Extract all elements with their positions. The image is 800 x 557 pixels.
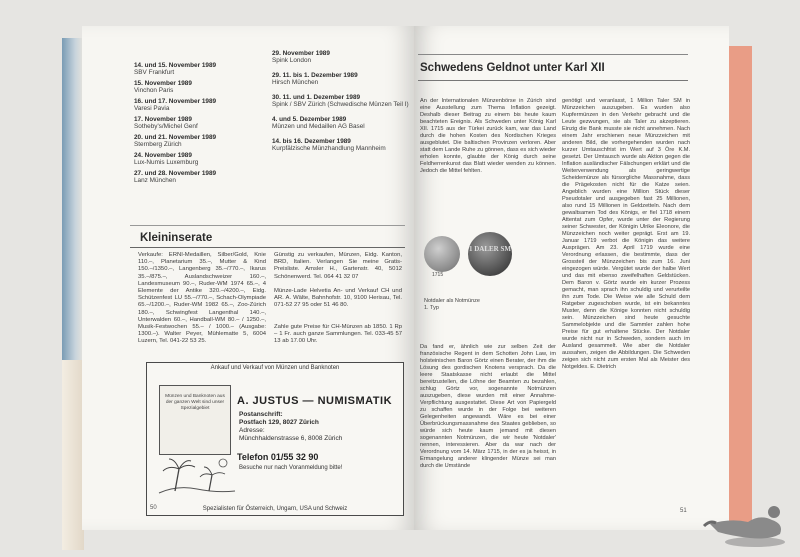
back-cover-edge-right xyxy=(726,46,752,532)
event-place: Vinchon Paris xyxy=(134,87,174,95)
classified-ad-helvetia: Münze-Lade Helvetia An- und Verkauf CH und AR. A. Wälte, Bahnhofstr. 10, 9100 Herisau, Tel. 071-52 27 95 oder 51 46 80. xyxy=(274,288,402,309)
ad-info-box xyxy=(159,385,231,455)
event-place: Münzen und Medaillen AG Basel xyxy=(272,123,365,131)
classified-ad-erni: Verkaufe: ERNI-Medaillen, Silber/Gold, Knie 110.–, Planetarium 35.–, Mutter & Kind 150.–/1350.–, Langenberg 35.–/770.–, Ikarus 35.–/875.–, Auslandschweizer 160.–, Landesmuseum 90.–, Ruder-WM 1974 65.–, 4 Elemente der Antike 320.–/4200.–, Eidg. Schützenfest LU 55.–/770.–, Schach-Olympiade 65.–/1200.–, Ruder-WM 1982 65.–, Zoo-Zürich 180.–, Schwingfest Langenthal 140.–, Unterwalden 60.–, Handball-WM 80.– / 1250.–, Musik-Festwochen 55.– / 1000.– (Ausgabe: 1300.–). Walter Peyer, Mühlematte 5, 6004 Luzern, Tel. 041-22 53 25. xyxy=(138,252,266,345)
ad-phone: Telefon 01/55 32 90 xyxy=(237,452,319,462)
auction-event xyxy=(272,116,365,131)
classified-ad-preise: Zahle gute Preise für CH-Münzen ab 1850. 1 Rp – 1 Fr. auch ganze Sammlungen. Tel. 033-45 57 13 ab 17.00 Uhr. xyxy=(274,324,402,345)
auction-event xyxy=(134,80,192,95)
auction-event xyxy=(134,116,198,131)
coin-crown-image xyxy=(424,236,460,272)
event-date: 20. und 21. November 1989 xyxy=(134,134,217,141)
divider xyxy=(418,54,688,55)
palm-landscape-illustration xyxy=(157,455,237,495)
event-place: Varesi Pavia xyxy=(134,105,170,113)
ad-address-block xyxy=(239,411,342,443)
article-body-col1: Da fand er, ähnlich wie zur selben Zeit der französische Regent in dem Schotten John Law, im holsteinischen Baron Görtz einen Berater, der ihm die Lösung des gordischen Knotens versprach. Da die leere Staatskasse nicht erlaubt die Mittel bereitzustellen, die Löhne der Beamten zu bezahlen, schlug Görtz vor, sogenannte Notmünzen auszugeben, diese wurden mit einer Annahme-Verpflichtung ausgestattet. Diese Art von Papiergeld zu schaffen wurde in der Folge bei weiteren Gelegenheiten angewandt. Wäre es bei einer Überbrückungsmassnahme des Staates geblieben, so würde sich heute kaum jemand mit diesen sogenannten Notmünzen, die wir heute 'Notdaler' nennen, interessieren. Aber da war nach der Verordnung vom 14. März 1715, in der es ja heisst, in Ermangelung anderer klingender Münze sei man durch die Umstände xyxy=(420,344,556,469)
event-date: 14. bis 16. Dezember 1989 xyxy=(272,138,351,145)
event-date: 16. und 17. November 1989 xyxy=(134,98,217,105)
event-date: 30. 11. und 1. Dezember 1989 xyxy=(272,94,361,101)
ad-specialists-line: Spezialisten für Österreich, Ungarn, USA und Schweiz xyxy=(202,506,348,512)
event-date: 14. und 15. November 1989 xyxy=(134,62,217,69)
auction-event xyxy=(272,138,386,153)
coin-year: 1715 xyxy=(432,272,444,278)
ad-appointment-note: Besuche nur nach Voranmeldung bitte! xyxy=(239,465,343,471)
ad-headline: Ankauf und Verkauf von Münzen und Banknoten xyxy=(210,365,340,371)
event-place: Spink / SBV Zürich (Schwedische Münzen Teil I) xyxy=(272,101,409,109)
article-body-col2: genötigt und veranlasst, 1 Million Taler SM in Münzzeichen auszugeben. Es wurden also Kupfermünzen in den Verkehr gebracht und die Leute gezwungen, sie als Taler zu akzeptieren. Einzig die Bank musste sie nicht annehmen. Nach einem Jahr erschienen neue Münzzeichen mit anderen Bild, die vorhergehenden wurden nach kurzer Umtauschfrist im Wert auf 3 Öre K.M. gesetzt. Der Umtausch wurde als Aktion gegen die Inflation ausländischer Fälschungen erklärt und die Weiterverwendung als geringwertige Scheidemünze als fürsorgliche Massnahme, dass die Prägekosten nicht für die Katze seien. Angeblich wurden eine Million Stück dieser Pseudotaler und ausgegeben fast 25 Millionen, also rund 15 Millionen in Geldzetteln. Nach dem gewaltsamen Tod des Königs, er fiel 1718 einem Attentat zum Opfer, wurde unter der Regierung seiner Schwester, der Königin Ulrike Eleonore, die Münzzeichen noch weiter geprägt. Erst am 19. Januar 1719 verbot die Königin das weitere Ausprägen. Am 23. April 1719 wurde eine Verordnung erlassen, die bestimmte, dass der Grossteil der Münzzeichen bis zum 16. Juni eingezogen würde. Vergütet wurde der halbe Wert und das mit ebenso zweifelhaften Geldstücken. Dem Baron v. Görtz wurde ein kurzer Prozess gemacht, man sprach ihn schuldig und verurteilte ihn zum Tode. Die Weise wie alle Schuld dem Ratgeber zugeschoben wurde, ist ein bekanntes Muster, denn die Könige konnten nicht schuldig sein. Münzzeichen sind heute gesuchte Sammelobjekte und die Sammler zahlen hohe Preise für gut erhaltene Stücke. Der Notdaler wurde nicht nur in Schweden, sondern auch im Ausland gesammelt. Wie aber die Notdaler aussahen, zeigen die Abbildungen. Die Schweden zeigen sich nicht zum ersten Mal als Meister des Notgeldes. E. Dietrich xyxy=(562,98,690,370)
auction-event xyxy=(272,72,358,87)
auction-event xyxy=(272,94,409,109)
kleininserate-heading: Kleininserate xyxy=(140,232,213,244)
ad-adresse-label: Adresse: xyxy=(239,427,265,434)
event-date: 24. November 1989 xyxy=(134,152,192,159)
event-date: 17. November 1989 xyxy=(134,116,192,123)
event-date: 4. und 5. Dezember 1989 xyxy=(272,116,347,123)
event-place: Spink London xyxy=(272,57,312,65)
ad-company-name: A. JUSTUS — NUMISMATIK xyxy=(237,395,393,407)
event-place: Hirsch München xyxy=(272,79,319,87)
coin-daler-image xyxy=(468,232,512,276)
ad-postfach: Postfach 129, 8027 Zürich xyxy=(239,419,319,426)
auction-event xyxy=(134,152,198,167)
justus-numismatik-ad xyxy=(146,362,404,516)
auction-event xyxy=(134,98,216,113)
event-place: SBV Frankfurt xyxy=(134,69,175,77)
event-date: 27. und 28. November 1989 xyxy=(134,170,217,177)
figurine-image xyxy=(700,490,795,550)
auction-event xyxy=(272,50,330,65)
ad-adresse: Münchhaldenstrasse 6, 8008 Zürich xyxy=(239,435,343,442)
divider xyxy=(130,225,405,226)
event-place: Lux-Numis Luxemburg xyxy=(134,159,199,167)
coin-daler-label: 1 DALER SM xyxy=(468,245,511,253)
page-number-right: 51 xyxy=(680,508,687,514)
article-title: Schwedens Geldnot unter Karl XII xyxy=(420,62,605,74)
classified-ad-amsler: Günstig zu verkaufen, Münzen, Eidg. Kanton, BRD, Italien. Verlangen Sie meine Gratis-Preisliste. Amsler H., Gartenstr. 40, 5012 Schönenwerd. Tel. 064 41 32 07 xyxy=(274,252,402,280)
event-place: Lanz München xyxy=(134,177,176,185)
event-place: Sternberg Zürich xyxy=(134,141,182,149)
event-date: 29. November 1989 xyxy=(272,50,330,57)
auction-event xyxy=(134,170,216,185)
divider xyxy=(418,80,688,81)
coin-caption: Notdaler als Notmünze 1. Typ xyxy=(424,298,480,311)
divider xyxy=(130,247,405,248)
page-number-left: 50 xyxy=(150,505,157,511)
event-place: Sotheby's/Michel Genf xyxy=(134,123,198,131)
article-intro: An der Internationalen Münzenbörse in Zürich sind eine Ausstellung zum Thema Inflation gezeigt. Deshalb dieser Beitrag zu einem bis heute kaum beachteten Ereignis. Als Schweden unter König Karl XII. 1715 aus der Türkei zurück kam, war das Land durch die hohen Kosten des Nordischen Krieges ausgeblutet. Die baltischen Provinzen verloren. Aber statt dem Lande Ruhe zu gönnen, dass es sich wieder erholen konnte, glaubte der König durch seine Feldherrenkunst das Blatt wieder wenden zu können. Jedoch die Mittel fehlten. xyxy=(420,98,556,174)
auction-event xyxy=(134,134,216,149)
auction-event xyxy=(134,62,216,77)
back-cover-edge-left-lower xyxy=(62,360,84,550)
event-date: 15. November 1989 xyxy=(134,80,192,87)
ad-postfach-label: Postanschrift: xyxy=(239,411,283,418)
event-date: 29. 11. bis 1. Dezember 1989 xyxy=(272,72,358,79)
ad-box-text: Münzen und Banknoten aus der ganzen Welt sind unser Spezialgebiet xyxy=(165,394,225,411)
event-place: Kurpfälzische Münzhandlung Mannheim xyxy=(272,145,386,153)
